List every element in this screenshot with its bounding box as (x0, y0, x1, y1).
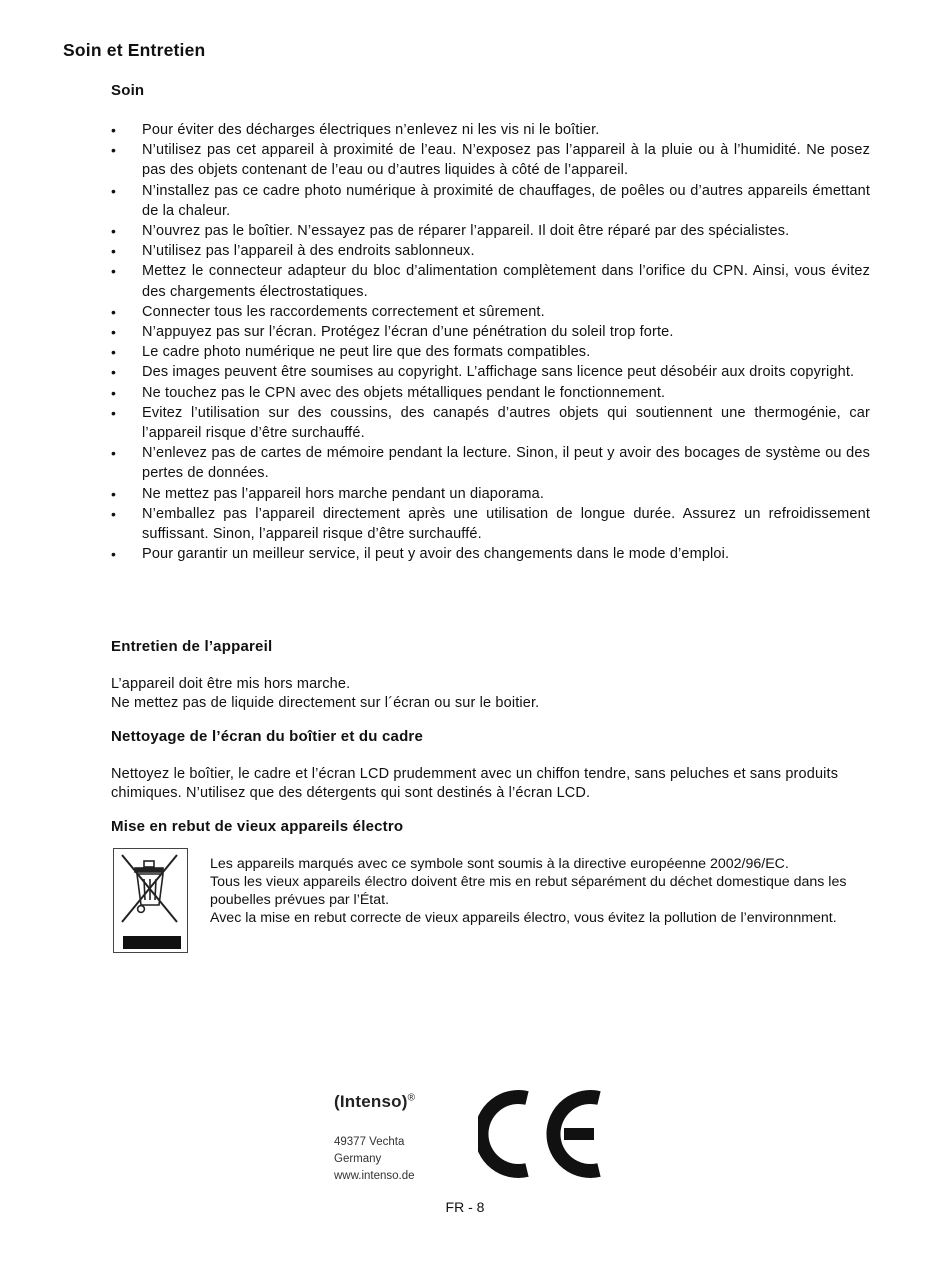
intenso-logo: (Intenso)® (334, 1092, 416, 1111)
address-line-2: Germany (334, 1153, 382, 1165)
list-item: • Ne touchez pas le CPN avec des objets métalliques pendant le fonctionnement. (111, 383, 870, 403)
list-item: • N’utilisez pas cet appareil à proximité de l’eau. N’exposez pas l’appareil à la pluie ou à l’humidité. Ne posez pas des objets contenant de l’eau ou d’autres liquides à côté de l’appareil. (111, 140, 870, 180)
soin-section-title: Soin (111, 82, 145, 99)
list-item: • Pour garantir un meilleur service, il peut y avoir des changements dans le mode d’emploi. (111, 544, 870, 564)
list-item: • N’emballez pas l’appareil directement après une utilisation de longue durée. Assurez un refroidissement suffissant. Sinon, l’appareil risque d’être surchauffé. (111, 504, 870, 544)
entretien-section-title: Entretien de l’appareil (111, 638, 273, 655)
list-item: • Evitez l’utilisation sur des coussins, des canapés d’autres objets qui soutiennent une thermogénie, car l’appareil risque d’être surchauffé. (111, 403, 870, 443)
page-heading: Soin et Entretien (63, 40, 206, 60)
crossed-out-wheelie-bin-icon (113, 848, 188, 953)
list-item: • N’utilisez pas l’appareil à des endroits sablonneux. (111, 241, 870, 261)
list-item: • Mettez le connecteur adapteur du bloc d’alimentation complètement dans l’orifice du CPN. Ainsi, vous évitez des chargements électrostatiques. (111, 261, 870, 301)
website-text: www.intenso.de (334, 1170, 415, 1182)
list-item: • N’enlevez pas de cartes de mémoire pendant la lecture. Sinon, il peut y avoir des bocages de système ou des pertes de données. (111, 443, 870, 483)
list-item: • Des images peuvent être soumises au copyright. L’affichage sans licence peut désobéir aux droits copyright. (111, 362, 870, 382)
soin-bullet-list (111, 120, 870, 564)
nettoyage-paragraph: Nettoyez le boîtier, le cadre et l’écran LCD prudemment avec un chiffon tendre, sans peluches et sans produits chimiques. N’utilisez que des détergents qui sont destinés à l’écran LCD. (111, 766, 839, 801)
entretien-paragraph (111, 675, 871, 712)
address-line-1: 49377 Vechta (334, 1136, 405, 1148)
list-item: • Ne mettez pas l’appareil hors marche pendant un diaporama. (111, 484, 870, 504)
weee-paragraph-2: Tous les vieux appareils électro doivent être mis en rebut séparément du déchet domestique dans les poubelles prévues par l’État. (210, 874, 847, 908)
list-item: • Connecter tous les raccordements correctement et sûrement. (111, 302, 870, 322)
rebut-section-title: Mise en rebut de vieux appareils électro (111, 818, 404, 835)
weee-notice (210, 855, 870, 927)
list-item: • N’ouvrez pas le boîtier. N’essayez pas de réparer l’appareil. Il doit être réparé par des spécialistes. (111, 221, 870, 241)
weee-paragraph-1: Les appareils marqués avec ce symbole sont soumis à la directive européenne 2002/96/EC. (210, 856, 789, 872)
intenso-logo-block (334, 1092, 474, 1185)
entretien-line-1: L’appareil doit être mis hors marche. (111, 676, 351, 692)
list-item: • Le cadre photo numérique ne peut lire que des formats compatibles. (111, 342, 870, 362)
entretien-line-2: Ne mettez pas de liquide directement sur l´écran ou sur le boitier. (111, 694, 540, 711)
nettoyage-section-title: Nettoyage de l’écran du boîtier et du cadre (111, 728, 424, 745)
page-number: FR - 8 (445, 1199, 485, 1215)
weee-paragraph-3: Avec la mise en rebut correcte de vieux appareils électro, vous évitez la pollution de l’environnment. (210, 910, 837, 926)
ce-mark-icon (478, 1088, 608, 1180)
list-item: • N’installez pas ce cadre photo numérique à proximité de chauffages, de poêles ou d’autres appareils émettant de la chaleur. (111, 181, 870, 221)
manufacturer-address (334, 1134, 474, 1185)
list-item: • N’appuyez pas sur l’écran. Protégez l’écran d’une pénétration du soleil trop forte. (111, 322, 870, 342)
list-item: • Pour éviter des décharges électriques n’enlevez ni les vis ni le boîtier. (111, 120, 870, 140)
